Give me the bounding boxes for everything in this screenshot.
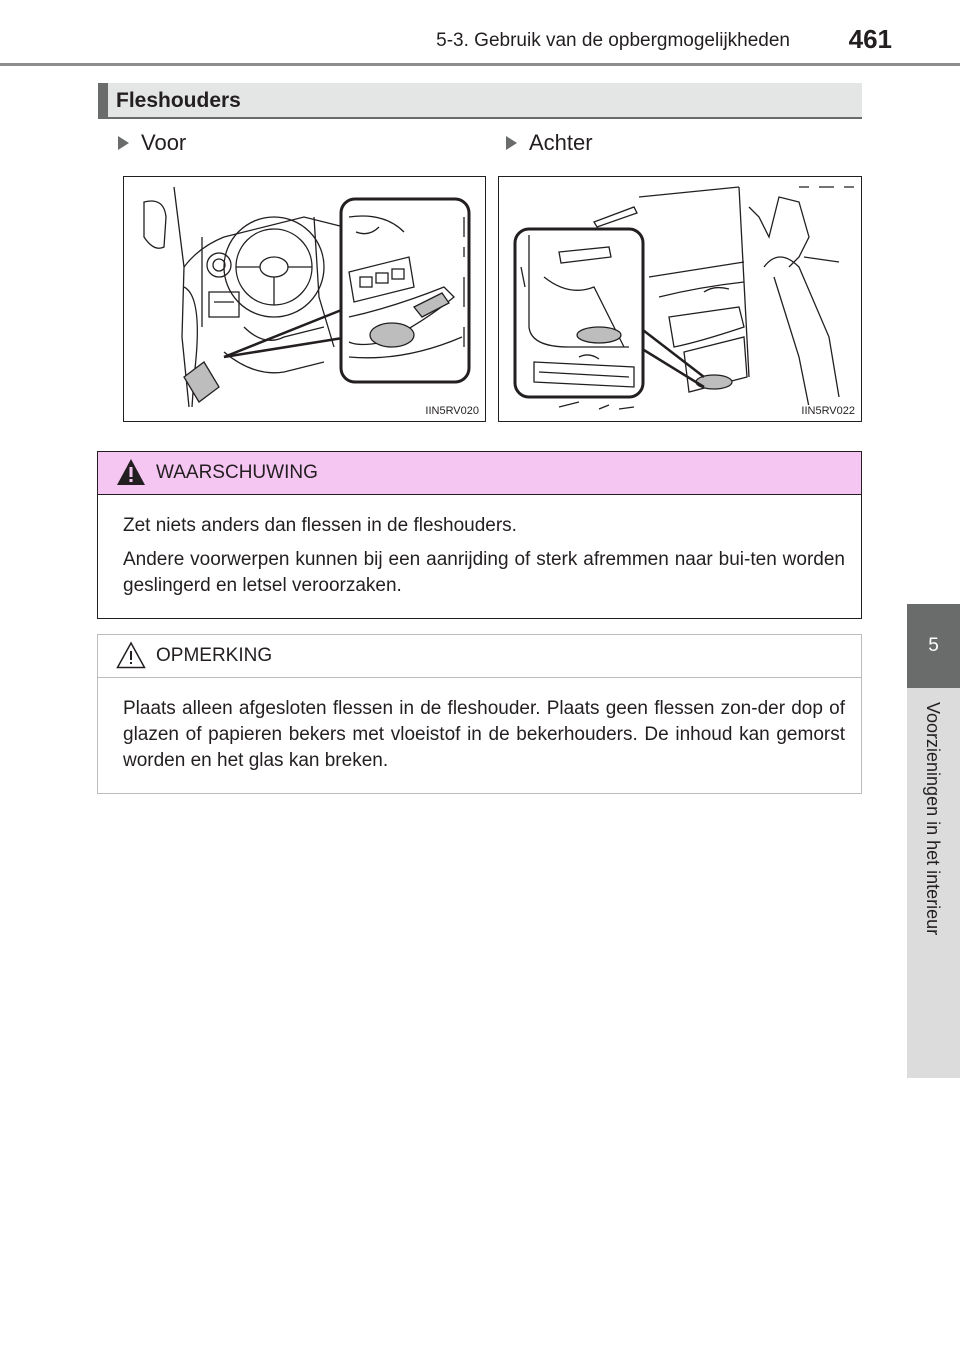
chapter-tab [907, 688, 960, 1078]
figure-code-front: IIN5RV020 [425, 405, 479, 417]
figure-label-rear-text: Achter [529, 130, 593, 155]
note-box [97, 634, 862, 794]
triangle-bullet-icon [506, 136, 517, 150]
front-interior-drawing [124, 177, 486, 422]
warning-box [97, 451, 862, 619]
chapter-tab-number: 5 [907, 604, 960, 688]
caution-triangle-icon [116, 641, 146, 669]
chapter-tab-label: Voorzieningen in het interieur [923, 702, 943, 936]
front-bottle-holder-illustration [123, 176, 486, 422]
running-header: 5-3. Gebruik van de opbergmogelijkheden [436, 30, 790, 51]
warning-triangle-icon [116, 458, 146, 486]
section-title: Fleshouders [116, 89, 241, 112]
figure-code-rear: IIN5RV022 [801, 405, 855, 417]
warning-body [98, 495, 861, 599]
rear-bottle-holder-illustration [498, 176, 862, 422]
note-paragraph: Plaats alleen afgesloten flessen in de fleshouder. Plaats geen flessen zon-der dop of glazen of papieren bekers met vloeistof in de bekerhouders. De inhoud kan gemorst worden en het glas kan breken. [123, 698, 845, 771]
note-body [98, 678, 861, 774]
note-header [98, 635, 861, 678]
warning-header [98, 452, 861, 495]
warning-paragraph: Andere voorwerpen kunnen bij een aanrijding of sterk afremmen naar bui-ten worden geslingerd en letsel veroorzaken. [123, 549, 845, 596]
triangle-bullet-icon [118, 136, 129, 150]
rear-interior-drawing [499, 177, 862, 422]
header-rule [0, 63, 960, 66]
page-number: 461 [848, 24, 892, 54]
note-title: OPMERKING [156, 645, 273, 666]
warning-paragraph: Zet niets anders dan flessen in de fleshouders. [123, 515, 517, 536]
figure-label-rear [506, 130, 593, 156]
section-heading [98, 83, 862, 119]
figure-label-front [118, 130, 186, 156]
figure-label-front-text: Voor [141, 130, 187, 155]
warning-title: WAARSCHUWING [156, 462, 318, 483]
